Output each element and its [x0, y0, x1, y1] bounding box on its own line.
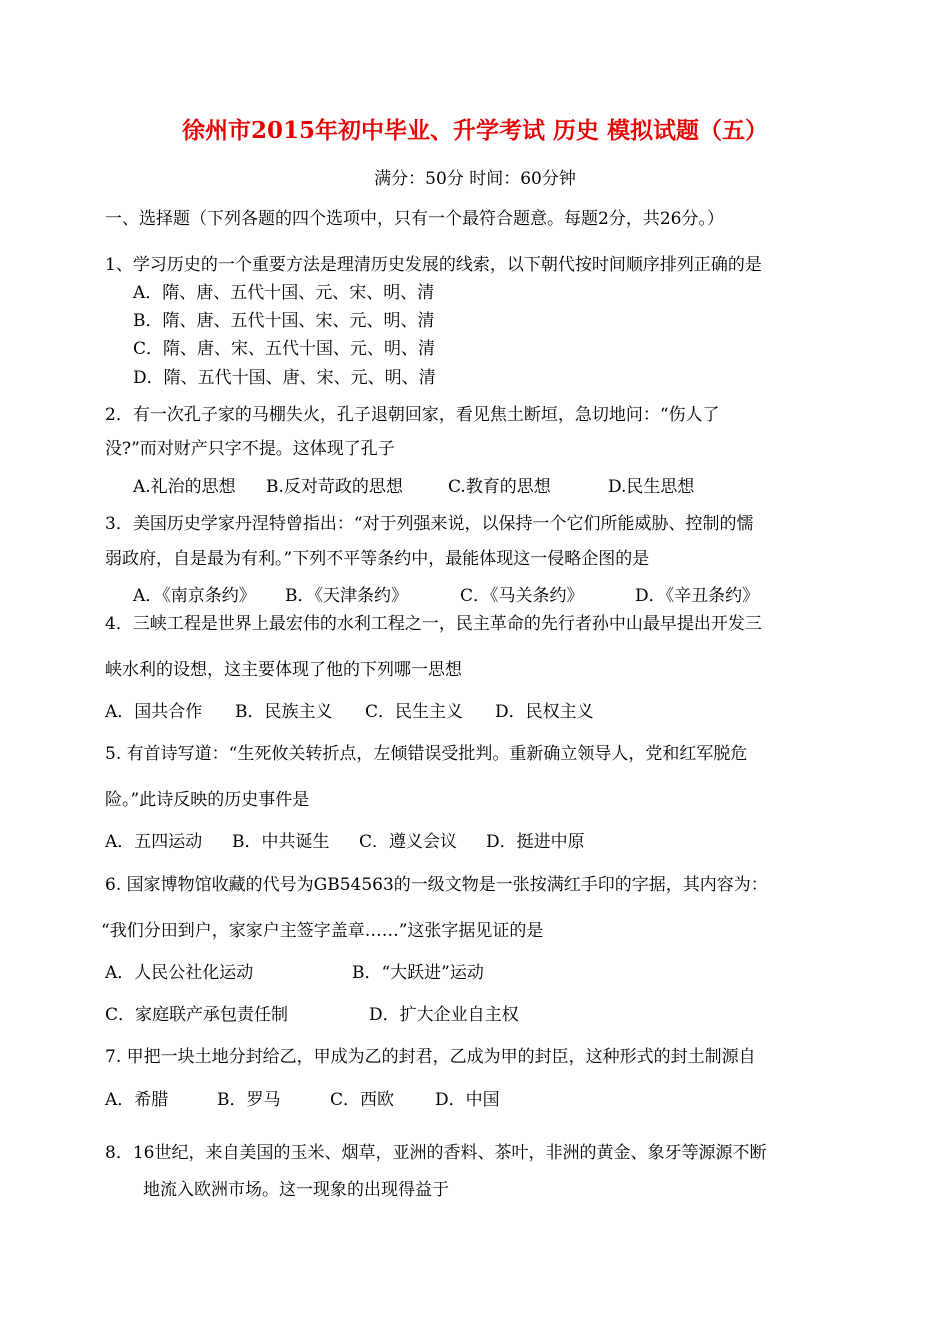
question-6-options-row2 — [105, 1004, 519, 1026]
question-6-stem-cont: “我们分田到户，家家户主签字盖章……”这张字据见证的是 — [101, 921, 544, 941]
question-8-stem-cont: 地流入欧洲市场。这一现象的出现得益于 — [143, 1180, 449, 1200]
question-6-option-a: A．人民公社化运动 — [105, 963, 254, 983]
question-7-option-d: D．中国 — [435, 1090, 500, 1110]
question-5-stem-cont: 险。”此诗反映的历史事件是 — [105, 790, 310, 810]
question-6-option-c: C．家庭联产承包责任制 — [105, 1005, 289, 1025]
question-1-option-b: B．隋、唐、五代十国、宋、元、明、清 — [133, 311, 435, 331]
question-5-option-a: A．五四运动 — [105, 832, 203, 852]
question-3-options — [133, 585, 759, 607]
question-3-option-b: B．《天津条约》 — [285, 586, 408, 606]
question-4-stem-cont: 峡水利的设想，这主要体现了他的下列哪一思想 — [105, 660, 462, 680]
question-4-stem: 4．三峡工程是世界上最宏伟的水利工程之一，民主革命的先行者孙中山最早提出开发三 — [105, 614, 762, 634]
question-6-option-d: D．扩大企业自主权 — [369, 1005, 519, 1025]
question-3-option-c: C．《马关条约》 — [460, 586, 584, 606]
question-2-options — [133, 476, 694, 498]
question-4-option-b: B．民族主义 — [235, 702, 333, 722]
question-6-stem: 6. 国家博物馆收藏的代号为GB54563的一级文物是一张按满红手印的字据，其内容为： — [105, 875, 768, 895]
question-3-option-a: A．《南京条约》 — [133, 586, 256, 606]
question-7-option-b: B．罗马 — [217, 1090, 281, 1110]
question-2-stem-cont: 没?”而对财产只字不提。这体现了孔子 — [105, 439, 395, 459]
question-5-option-b: B．中共诞生 — [232, 832, 330, 852]
question-4-option-d: D．民权主义 — [495, 702, 594, 722]
question-5-option-c: C．遵义会议 — [359, 832, 458, 852]
question-2-option-d: D.民生思想 — [608, 477, 695, 497]
question-2-stem: 2．有一次孔子家的马棚失火，孔子退朝回家，看见焦土断垣，急切地问：“伤人了 — [105, 405, 720, 425]
section-header: 一、选择题（下列各题的四个选项中，只有一个最符合题意。每题2分，共26分。） — [105, 209, 724, 229]
question-1-option-c: C．隋、唐、宋、五代十国、元、明、清 — [133, 339, 436, 359]
question-1-option-a: A．隋、唐、五代十国、元、宋、明、清 — [133, 283, 435, 303]
question-8-stem: 8．16世纪，来自美国的玉米、烟草，亚洲的香料、茶叶，非洲的黄金、象牙等源源不断 — [105, 1143, 767, 1163]
question-5-stem: 5. 有首诗写道：“生死攸关转折点，左倾错误受批判。重新确立领导人，党和红军脱危 — [105, 744, 748, 764]
question-2-option-a: A.礼治的思想 — [133, 477, 236, 497]
question-7-option-c: C．西欧 — [330, 1090, 395, 1110]
question-4-option-a: A．国共合作 — [105, 702, 203, 722]
question-5-options — [105, 831, 585, 853]
page-title: 徐州市2015年初中毕业、升学考试 历史 模拟试题（五） — [181, 117, 769, 144]
exam-info: 满分：50分 时间：60分钟 — [374, 169, 576, 189]
question-3-stem-cont: 弱政府，自是最为有利。”下列不平等条约中，最能体现这一侵略企图的是 — [105, 549, 650, 569]
question-3-stem: 3．美国历史学家丹涅特曾指出：“对于列强来说，以保持一个它们所能威胁、控制的懦 — [105, 514, 754, 534]
question-3-option-d: D．《辛丑条约》 — [635, 586, 760, 606]
question-6-option-b: B．“大跃进”运动 — [352, 963, 484, 983]
question-4-options — [105, 701, 594, 723]
question-1-option-d: D．隋、五代十国、唐、宋、元、明、清 — [133, 368, 436, 388]
question-5-option-d: D．挺进中原 — [486, 832, 585, 852]
question-7-option-a: A．希腊 — [105, 1090, 169, 1110]
question-4-option-c: C．民生主义 — [365, 702, 464, 722]
question-6-options-row1 — [105, 962, 484, 984]
question-7-options — [105, 1089, 500, 1111]
question-2-option-b: B.反对苛政的思想 — [266, 477, 403, 497]
question-1-stem: 1、学习历史的一个重要方法是理清历史发展的线索，以下朝代按时间顺序排列正确的是 — [105, 255, 762, 275]
question-2-option-c: C.教育的思想 — [448, 477, 551, 497]
question-7-stem: 7. 甲把一块土地分封给乙，甲成为乙的封君，乙成为甲的封臣，这种形式的封土制源自 — [105, 1047, 756, 1067]
